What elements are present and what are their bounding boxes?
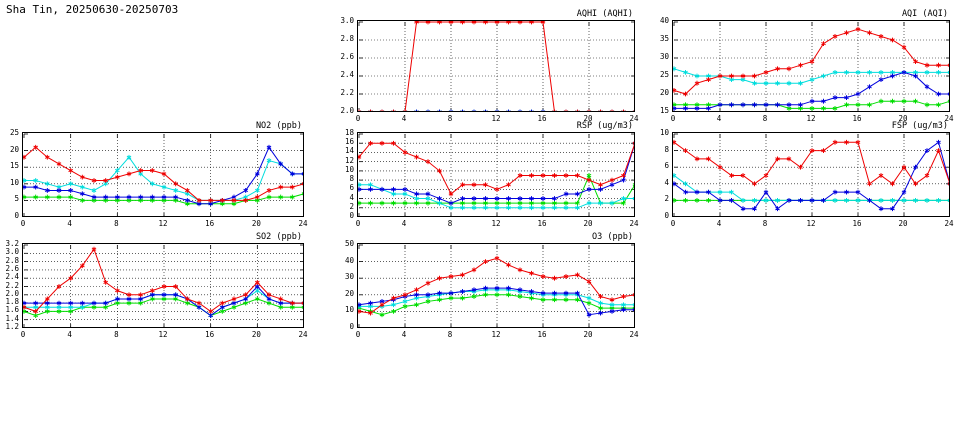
chart-title-no2: NO2 (ppb): [255, 121, 302, 131]
x-tick-label: 0: [20, 219, 26, 228]
x-tick-label: 16: [537, 330, 547, 339]
y-tick-label: 0: [14, 211, 19, 220]
x-tick-label: 8: [447, 330, 453, 339]
x-tick-label: 12: [491, 114, 501, 123]
x-tick-label: 4: [716, 219, 722, 228]
chart-panel-fsp: [659, 121, 954, 233]
x-tick-label: 20: [583, 219, 593, 228]
y-tick-label: 1.8: [5, 297, 19, 307]
x-tick-label: 20: [251, 219, 261, 228]
x-tick-label: 20: [583, 330, 593, 339]
x-tick-label: 12: [158, 219, 168, 228]
chart-panel-aqhi: [340, 9, 639, 128]
y-tick-label: 10: [9, 177, 19, 187]
x-tick-label: 12: [491, 330, 501, 339]
chart-panel-so2: [5, 232, 308, 344]
y-tick-label: 2.2: [340, 88, 354, 97]
y-tick-label: 14: [344, 146, 354, 156]
y-tick-label: 8: [664, 144, 669, 154]
y-tick-label: 15: [9, 161, 19, 171]
y-tick-label: 4: [349, 192, 354, 202]
x-tick-label: 24: [629, 219, 639, 228]
x-tick-label: 0: [355, 219, 361, 228]
y-tick-label: 0: [349, 211, 354, 220]
x-tick-label: 24: [629, 114, 639, 123]
y-tick-label: 2: [664, 194, 669, 204]
x-tick-label: 16: [537, 219, 547, 228]
y-tick-label: 8: [349, 174, 354, 184]
y-tick-label: 1.6: [5, 305, 19, 315]
x-tick-label: 24: [629, 330, 639, 339]
page-title: Sha Tin, 20250630-20250703: [6, 3, 179, 16]
chart-panel-no2: [9, 121, 308, 233]
y-tick-label: 2.0: [340, 106, 354, 115]
x-tick-label: 4: [401, 330, 407, 339]
y-tick-label: 1.4: [5, 313, 19, 323]
x-tick-label: 0: [355, 114, 361, 123]
y-tick-label: 2.6: [340, 52, 354, 61]
chart-title-o3: O3 (ppb): [592, 232, 633, 242]
y-tick-label: 40: [344, 255, 354, 265]
chart-title-fsp: FSP (ug/m3): [891, 121, 948, 131]
x-tick-label: 16: [852, 219, 862, 228]
x-tick-label: 8: [447, 219, 453, 228]
x-tick-label: 16: [537, 114, 547, 123]
x-tick-label: 12: [158, 330, 168, 339]
x-tick-label: 8: [114, 330, 119, 339]
y-tick-label: 2.8: [340, 34, 354, 43]
chart-title-so2: SO2 (ppb): [255, 232, 302, 242]
x-tick-label: 8: [447, 114, 453, 123]
y-tick-label: 10: [344, 164, 354, 174]
y-tick-label: 2.0: [5, 288, 19, 298]
y-tick-label: 3.0: [5, 247, 19, 257]
y-tick-label: 25: [9, 128, 19, 137]
y-tick-label: 0: [349, 322, 354, 331]
plot-area-so2: [22, 243, 304, 328]
y-tick-label: 30: [344, 272, 354, 282]
chart-panel-aqi: [659, 9, 954, 128]
y-tick-label: 5: [14, 194, 19, 204]
plot-area-rsp: [357, 132, 635, 217]
plot-area-o3: [357, 243, 635, 328]
x-tick-label: 0: [670, 219, 676, 228]
x-tick-label: 4: [67, 219, 72, 228]
y-tick-label: 3.0: [340, 16, 354, 25]
x-tick-label: 12: [806, 114, 816, 123]
plot-area-fsp: [672, 132, 950, 217]
x-tick-label: 8: [762, 219, 768, 228]
x-tick-label: 20: [583, 114, 593, 123]
x-tick-label: 20: [898, 219, 908, 228]
chart-title-aqhi: AQHI (AQHI): [576, 9, 633, 19]
y-tick-label: 3.2: [5, 239, 19, 248]
y-tick-label: 50: [344, 239, 354, 248]
y-tick-label: 2.2: [5, 280, 19, 290]
chart-title-aqi: AQI (AQI): [901, 9, 948, 19]
y-tick-label: 2: [349, 201, 354, 211]
y-tick-label: 2.8: [5, 255, 19, 265]
chart-title-rsp: RSP (ug/m3): [576, 121, 633, 131]
y-tick-label: 0: [664, 211, 669, 220]
x-tick-label: 24: [298, 330, 308, 339]
y-tick-label: 2.6: [5, 263, 19, 273]
plot-area-aqi: [672, 20, 950, 112]
x-tick-label: 0: [355, 330, 361, 339]
y-tick-label: 4: [664, 177, 669, 187]
y-tick-label: 12: [344, 155, 354, 165]
chart-panel-rsp: [344, 121, 639, 233]
x-tick-label: 24: [944, 219, 954, 228]
y-tick-label: 20: [344, 288, 354, 298]
x-tick-label: 24: [298, 219, 308, 228]
x-tick-label: 16: [205, 330, 215, 339]
y-tick-label: 25: [659, 70, 669, 79]
x-tick-label: 4: [67, 330, 72, 339]
x-tick-label: 4: [401, 114, 407, 123]
y-tick-label: 15: [659, 106, 669, 115]
x-tick-label: 12: [491, 219, 501, 228]
x-tick-label: 0: [670, 114, 676, 123]
plot-area-no2: [22, 132, 304, 217]
y-tick-label: 6: [349, 183, 354, 193]
y-tick-label: 40: [659, 16, 669, 25]
x-tick-label: 16: [205, 219, 215, 228]
y-tick-label: 10: [344, 305, 354, 315]
chart-panel-o3: [344, 232, 639, 344]
y-tick-label: 35: [659, 34, 669, 43]
x-tick-label: 0: [20, 330, 26, 339]
y-tick-label: 16: [344, 137, 354, 147]
y-tick-label: 30: [659, 52, 669, 61]
y-tick-label: 10: [659, 128, 669, 137]
x-tick-label: 8: [114, 219, 119, 228]
y-tick-label: 2.4: [340, 70, 354, 79]
y-tick-label: 20: [659, 88, 669, 97]
x-tick-label: 12: [806, 219, 816, 228]
x-tick-label: 4: [716, 114, 722, 123]
y-tick-label: 20: [9, 144, 19, 154]
x-tick-label: 4: [401, 219, 407, 228]
x-tick-label: 16: [852, 114, 862, 123]
y-tick-label: 6: [664, 161, 669, 171]
x-tick-label: 24: [944, 114, 954, 123]
plot-area-aqhi: [357, 20, 635, 112]
y-tick-label: 18: [344, 128, 354, 137]
y-tick-label: 1.2: [5, 322, 19, 331]
y-tick-label: 2.4: [5, 272, 19, 282]
x-tick-label: 8: [762, 114, 768, 123]
x-tick-label: 20: [251, 330, 261, 339]
x-tick-label: 20: [898, 114, 908, 123]
